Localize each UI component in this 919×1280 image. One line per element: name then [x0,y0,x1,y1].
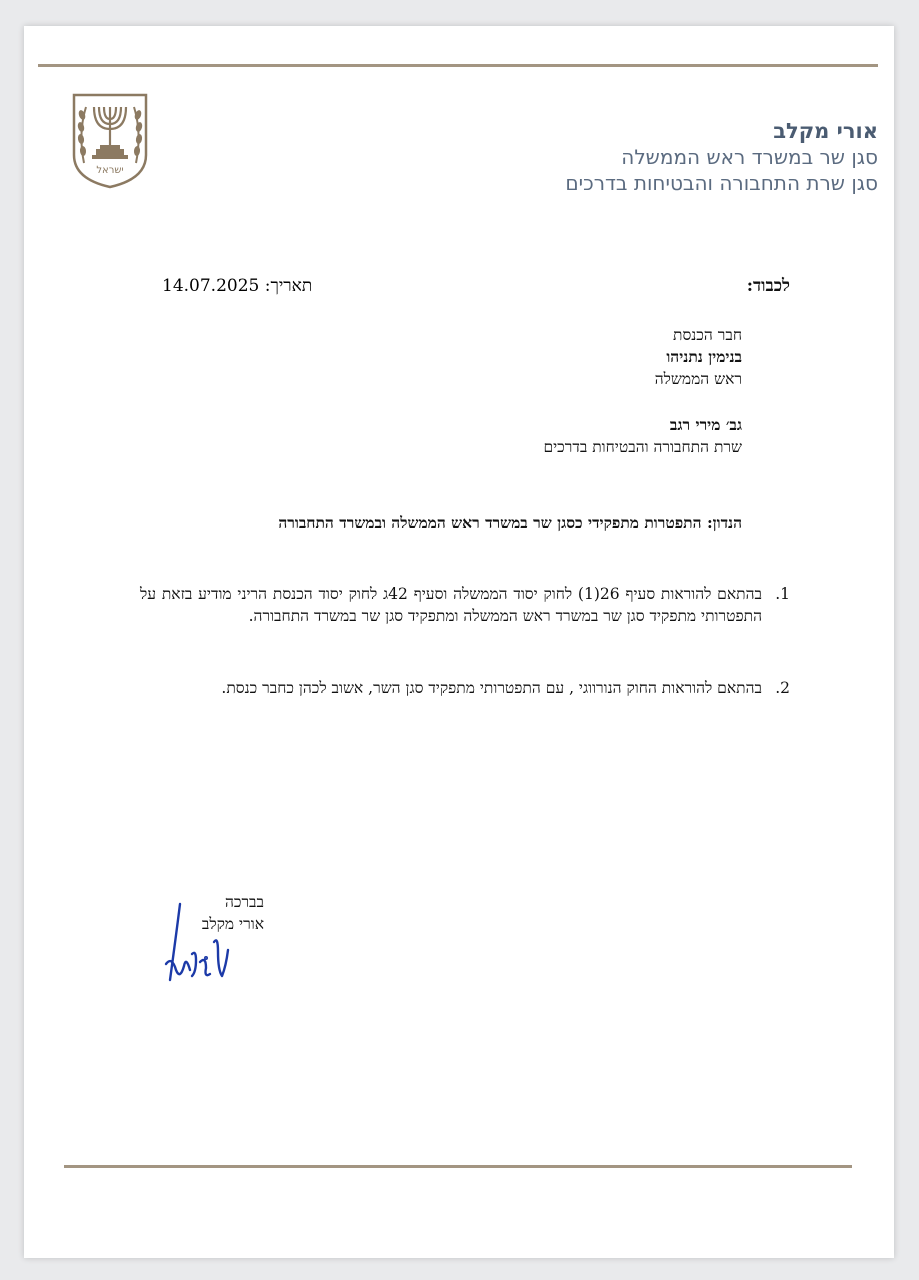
state-emblem-icon [70,93,150,189]
emblem-caption: ישראל [96,165,124,176]
sender-title-2: סגן שרת התחבורה והבטיחות בדרכים [565,171,878,195]
subject-line: הנדון: התפטרות מתפקידי כסגן שר במשרד ראש הממשלה ובמשרד התחבורה [278,513,742,532]
closing-signer: אורי מקלב [201,915,264,933]
recipients-block [322,324,742,458]
item-1-number: 1. [775,585,790,603]
recipient-1-prefix: חבר הכנסת [673,326,742,344]
top-rule [38,64,878,67]
bottom-rule [64,1165,852,1168]
item-2-number: 2. [775,679,790,697]
recipient-1-name: בנימין נתניהו [666,347,742,366]
item-2-text: בהתאם להוראות החוק הנורווגי , עם התפטרותי מתפקיד סגן השר, אשוב לכהן כחבר כנסת. [221,679,762,697]
date-label: תאריך: [264,276,313,296]
item-1-text: בהתאם להוראות סעיף 26(1) לחוק יסוד הממשלה וסעיף 42ג לחוק יסוד הכנסת הריני מודיע בזאת על התפטרותי מתפקיד סגן שר במשרד ראש הממשלה ומתפקיד סגן שר במשרד התחבורה. [140,585,762,625]
sender-title-1: סגן שר במשרד ראש הממשלה [621,145,878,169]
letter-page [24,26,894,1258]
letterhead [358,118,878,196]
recipient-1-role: ראש הממשלה [654,370,742,388]
recipient-2-name: גב׳ מירי רגב [669,415,742,434]
recipient-spacer [322,390,742,414]
recipient-2-role: שרת התחבורה והבטיחות בדרכים [543,438,742,456]
body-item-1 [140,583,790,627]
body-item-2 [140,677,790,699]
date-line [162,276,412,296]
date-value: 14.07.2025 [162,276,260,296]
handwritten-signature [162,896,242,986]
closing-greeting: בברכה [224,893,264,911]
sender-name: אורי מקלב [773,119,878,143]
to-label: לכבוד: [746,276,790,296]
